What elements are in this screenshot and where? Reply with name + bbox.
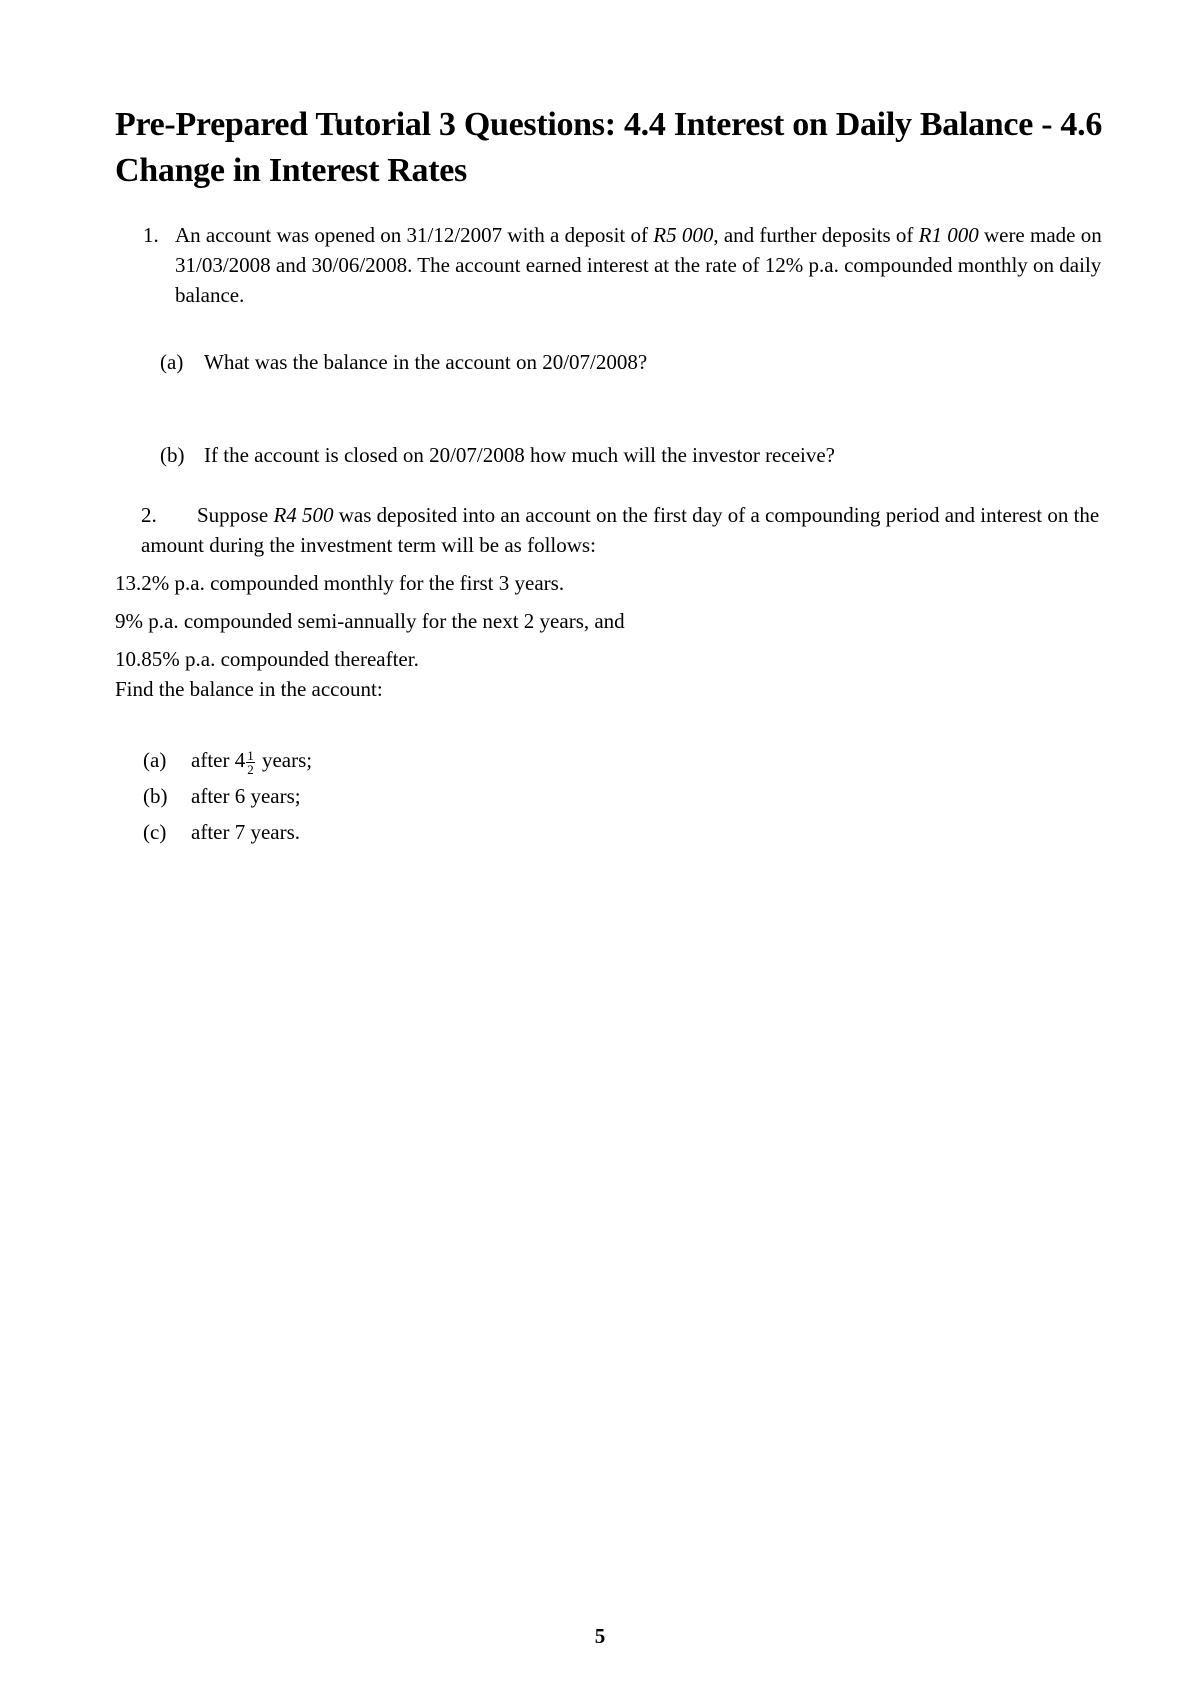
question-1-number: 1. bbox=[143, 223, 159, 247]
question-2-rate-3: 10.85% p.a. compounded thereafter. bbox=[115, 647, 419, 671]
question-1-part-b bbox=[160, 440, 835, 470]
question-2-part-a bbox=[143, 742, 312, 778]
question-2 bbox=[115, 500, 1105, 704]
question-2-text-b: was deposited into an account on the first day of a compounding period and interest on the amount during the investment term will be as follows: bbox=[141, 503, 1100, 557]
question-1-text-c: were made on 31/03/2008 and 30/06/2008. The account earned interest at the rate of 12% p.a. compounded monthly on daily balance. bbox=[175, 223, 1102, 307]
question-2-rate-1: 13.2% p.a. compounded monthly for the first 3 years. bbox=[115, 571, 565, 595]
question-2-part-a-label: (a) bbox=[143, 748, 167, 772]
question-2-text bbox=[115, 500, 1105, 560]
question-1-text bbox=[175, 220, 1103, 310]
question-1-amount-2: R1 000 bbox=[918, 223, 979, 247]
page-number: 5 bbox=[594, 1624, 606, 1648]
question-2-part-c bbox=[143, 814, 312, 850]
question-2-part-a-post: years; bbox=[256, 748, 313, 772]
question-1-part-a bbox=[160, 347, 647, 377]
question-1-text-a: An account was opened on 31/12/2007 with a deposit of bbox=[175, 223, 654, 247]
question-1-part-b-text: If the account is closed on 20/07/2008 how much will the investor receive? bbox=[204, 443, 835, 467]
page-title: Pre-Prepared Tutorial 3 Questions: 4.4 Interest on Daily Balance - 4.6 Change in Interest Rates bbox=[115, 106, 1103, 189]
question-1-amount-1: R5 000 bbox=[653, 223, 714, 247]
question-2-part-b-text: after 6 years; bbox=[191, 784, 301, 808]
question-1-text-b: , and further deposits of bbox=[713, 223, 919, 247]
question-2-amount: R4 500 bbox=[273, 503, 334, 527]
question-2-part-c-text: after 7 years. bbox=[191, 820, 301, 844]
question-2-part-b bbox=[143, 778, 312, 814]
question-1-part-b-label: (b) bbox=[160, 443, 185, 467]
question-2-part-c-label: (c) bbox=[143, 820, 167, 844]
question-2-rate-2: 9% p.a. compounded semi-annually for the next 2 years, and bbox=[115, 609, 625, 633]
one-half-fraction bbox=[246, 749, 255, 776]
question-1-part-a-label: (a) bbox=[160, 350, 184, 374]
fraction-denominator: 2 bbox=[247, 761, 254, 777]
question-2-part-a-pre: after 4 bbox=[191, 748, 246, 772]
question-1-part-a-text: What was the balance in the account on 20/07/2008? bbox=[204, 350, 648, 374]
question-2-part-b-label: (b) bbox=[143, 784, 168, 808]
question-2-number: 2. bbox=[141, 503, 157, 527]
question-2-text-a: Suppose bbox=[197, 503, 274, 527]
question-2-find: Find the balance in the account: bbox=[115, 677, 383, 701]
fraction-numerator: 1 bbox=[247, 747, 254, 763]
question-2-parts bbox=[143, 742, 312, 850]
